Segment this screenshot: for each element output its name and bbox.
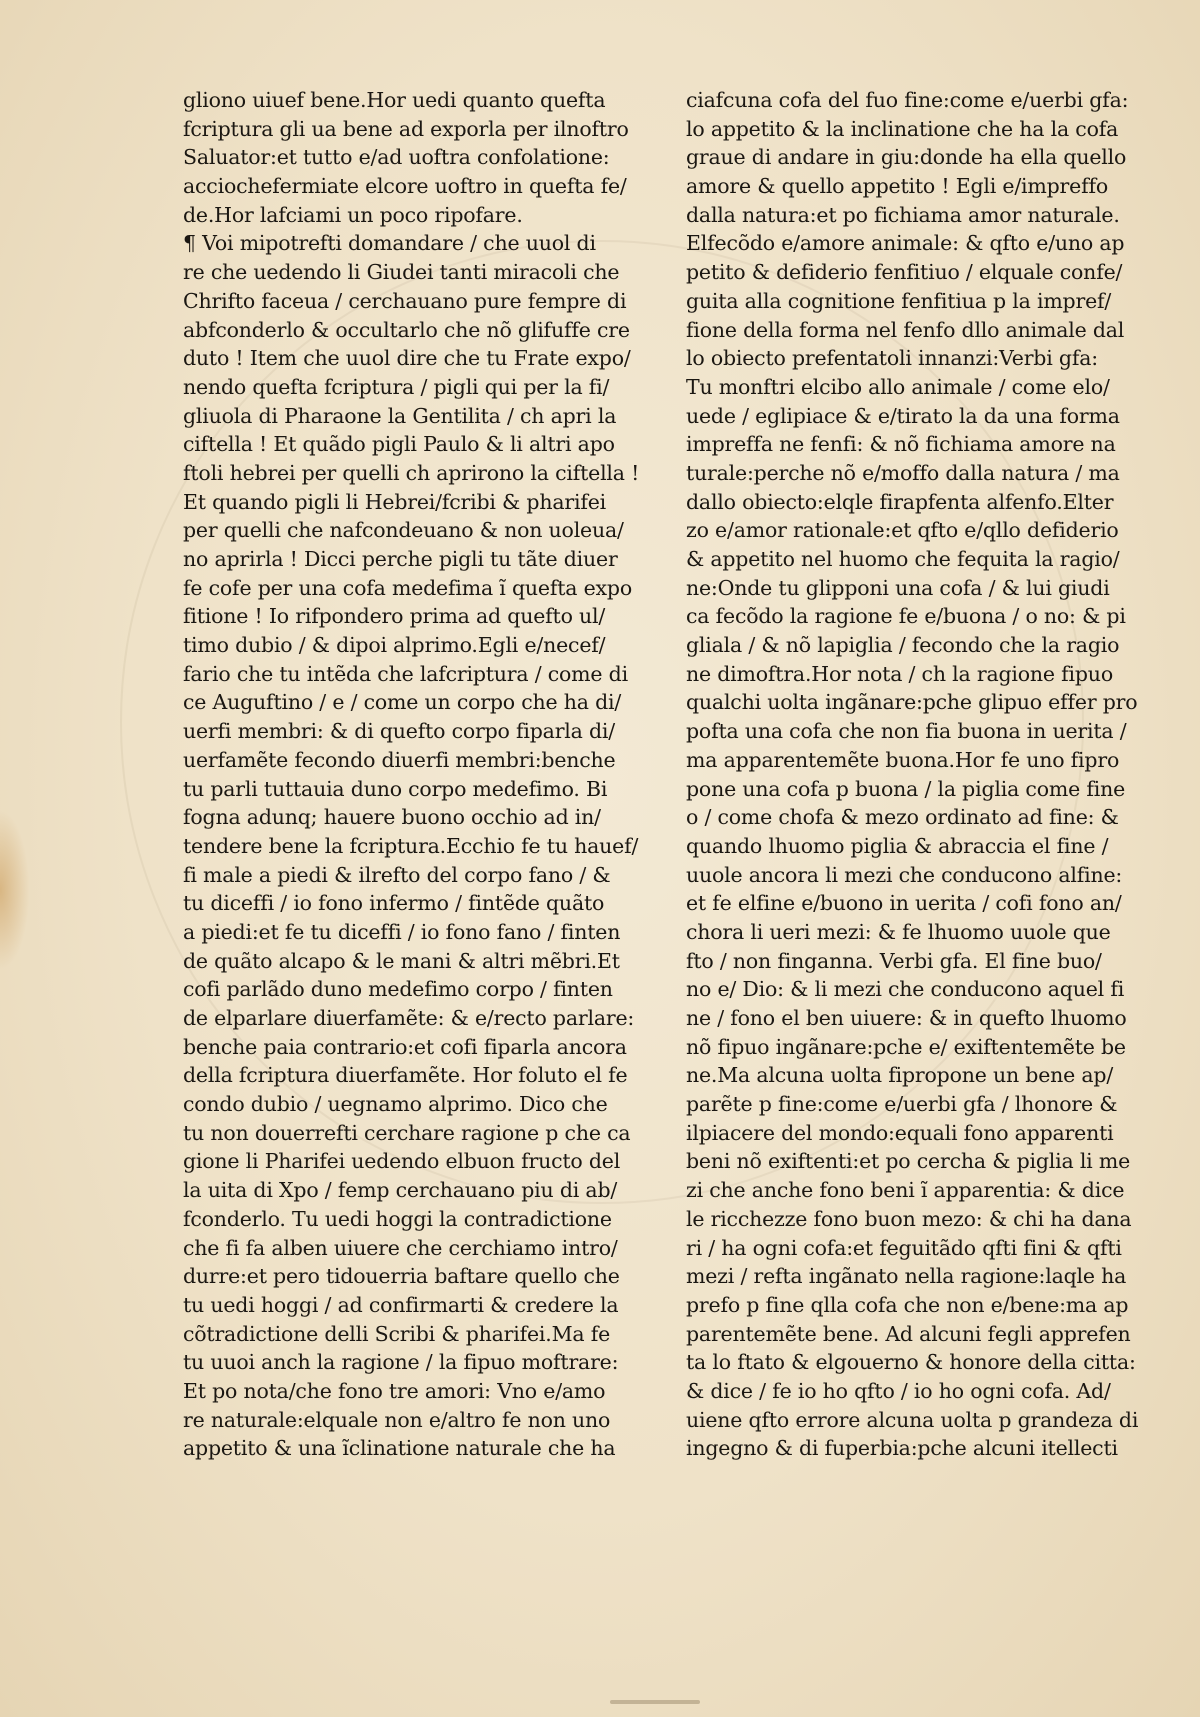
text-line: per quelli che nafcondeuano & non uoleua/	[183, 518, 624, 543]
text-line: cofi parlãdo duno medefimo corpo / finten	[183, 977, 613, 1002]
text-line: ri / ha ogni cofa:et feguitãdo qfti fini & qfti	[686, 1235, 1122, 1260]
text-line: ilpiacere del mondo:equali fono apparenti	[686, 1120, 1114, 1145]
text-line: et fe elfine e/buono in uerita / cofi fono an/	[686, 891, 1122, 916]
text-line: fconderlo. Tu uedi hoggi la contradictione	[183, 1206, 612, 1231]
text-line: dallo obiecto:elqle firapfenta alfenfo.Elter	[686, 489, 1114, 514]
text-line: dalla natura:et po fichiama amor naturale.	[686, 202, 1120, 227]
text-line: ¶ Voi mipotrefti domandare / che uuol di	[183, 231, 596, 256]
text-line: appetito & una ĩclinatione naturale che ha	[183, 1436, 616, 1461]
text-line: Chrifto faceua / cerchauano pure fempre di	[183, 288, 627, 313]
text-line: mezi / refta ingãnato nella ragione:laqle ha	[686, 1264, 1127, 1289]
text-line: de quãto alcapo & le mani & altri mẽbri.Et	[183, 948, 620, 973]
text-line: gione li Pharifei uedendo elbuon fructo del	[183, 1149, 621, 1174]
text-line: & dice / fe io ho qfto / io ho ogni cofa. Ad/	[686, 1378, 1111, 1403]
text-column-left	[183, 86, 643, 1463]
text-line: Et po nota/che fono tre amori: Vno e/amo	[183, 1378, 606, 1403]
text-line: uuole ancora li mezi che conducono alfine:	[686, 862, 1123, 887]
text-line: de.Hor lafciami un poco ripofare.	[183, 202, 523, 227]
text-line: ne / fono el ben uiuere: & in quefto lhuomo	[686, 1006, 1127, 1030]
text-line: no e/ Dio: & li mezi che conducono aquel fi	[686, 977, 1125, 1002]
text-line: no aprirla ! Dicci perche pigli tu tãte diuer	[183, 547, 618, 571]
text-line: ca fecõdo la ragione fe e/buona / o no: & pi	[686, 604, 1126, 629]
text-line: tendere bene la fcriptura.Ecchio fe tu hauef/	[183, 833, 639, 858]
text-line: re che uedendo li Giudei tanti miracoli che	[183, 260, 620, 285]
text-line: tu diceffi / io fono infermo / fintẽde quãto	[183, 891, 605, 916]
text-line: ciftella ! Et quãdo pigli Paulo & li altri apo	[183, 432, 615, 457]
text-line: fcriptura gli ua bene ad exporla per ilnoftro	[183, 116, 629, 141]
text-column-right	[686, 86, 1146, 1463]
text-line: zo e/amor rationale:et qfto e/qllo defiderio	[686, 518, 1119, 543]
text-line: fitione ! Io rifpondero prima ad quefto ul/	[183, 604, 606, 629]
text-line: graue di andare in giu:donde ha ella quello	[686, 145, 1127, 170]
text-line: uerfamẽte fecondo diuerfi membri:benche	[183, 747, 616, 772]
text-line: fario che tu intẽda che lafcriptura / come di	[183, 661, 628, 686]
text-line: fi male a piedi & ilrefto del corpo fano / &	[183, 862, 611, 887]
text-line: gliuola di Pharaone la Gentilita / ch apri la	[183, 403, 617, 428]
text-line: re naturale:elquale non e/altro fe non uno	[183, 1407, 611, 1432]
text-line: le ricchezze fono buon mezo: & chi ha dana	[686, 1206, 1132, 1231]
text-line: uerfi membri: & di quefto corpo fiparla di/	[183, 719, 615, 744]
text-line: condo dubio / uegnamo alprimo. Dico che	[183, 1092, 608, 1117]
text-line: tu uedi hoggi / ad confirmarti & credere la	[183, 1292, 619, 1317]
text-line: Et quando pigli li Hebrei/fcribi & pharifei	[183, 489, 607, 514]
text-line: fogna adunq; hauere buono occhio ad in/	[183, 805, 601, 830]
text-line: abfconderlo & occultarlo che nõ glifuffe cre	[183, 317, 630, 342]
text-line: guita alla cognitione fenfitiua p la impref/	[686, 288, 1112, 313]
text-line: fto / non finganna. Verbi gfa. El fine buo/	[686, 948, 1102, 973]
text-line: uiene qfto errore alcuna uolta p grandeza di	[686, 1407, 1139, 1432]
paper-stain	[0, 810, 30, 970]
text-line: fe cofe per una cofa medefima ĩ quefta expo	[183, 575, 632, 600]
text-line: acciochefermiate elcore uoftro in quefta fe/	[183, 174, 627, 199]
text-line: durre:et pero tidouerria baftare quello che	[183, 1264, 620, 1289]
text-line: pone una cofa p buona / la piglia come fine	[686, 776, 1126, 801]
text-line: Elfecõdo e/amore animale: & qfto e/uno ap	[686, 231, 1125, 256]
text-line: parẽte p fine:come e/uerbi gfa / lhonore &	[686, 1092, 1118, 1117]
text-line: turale:perche nõ e/moffo dalla natura / ma	[686, 460, 1120, 485]
text-line: zi che anche fono beni ĩ apparentia: & dice	[686, 1178, 1125, 1203]
text-line: nõ fipuo ingãnare:pche e/ exiftentemẽte be	[686, 1034, 1126, 1059]
bottom-edge-mark	[610, 1700, 700, 1704]
text-line: ma apparentemẽte buona.Hor fe uno fipro	[686, 747, 1120, 772]
text-line: timo dubio / & dipoi alprimo.Egli e/necef/	[183, 633, 606, 658]
text-line: o / come chofa & mezo ordinato ad fine: &	[686, 805, 1119, 830]
text-line: Saluator:et tutto e/ad uoftra confolatione:	[183, 145, 610, 170]
text-line: benche paia contrario:et cofi fiparla ancora	[183, 1034, 627, 1059]
text-line: lo appetito & la inclinatione che ha la cofa	[686, 116, 1119, 141]
text-line: della fcriptura diuerfamẽte. Hor foluto el fe	[183, 1063, 628, 1088]
text-line: ftoli hebrei per quelli ch aprirono la ciftella !	[183, 460, 640, 485]
text-line: ne dimoftra.Hor nota / ch la ragione fipuo	[686, 661, 1113, 686]
text-line: la uita di Xpo / femp cerchauano piu di ab/	[183, 1178, 618, 1203]
text-line: ingegno & di fuperbia:pche alcuni itellecti	[686, 1436, 1118, 1461]
text-line: uede / eglipiace & e/tirato la da una forma	[686, 403, 1120, 428]
text-line: ce Auguftino / e / come un corpo che ha di/	[183, 690, 622, 715]
text-line: petito & defiderio fenfitiuo / elquale confe/	[686, 260, 1123, 285]
text-line: lo obiecto prefentatoli innanzi:Verbi gfa:	[686, 346, 1098, 371]
text-line: a piedi:et fe tu diceffi / io fono fano / finten	[183, 919, 621, 944]
text-line: cõtradictione delli Scribi & pharifei.Ma fe	[183, 1321, 611, 1346]
text-line: parentemẽte bene. Ad alcuni fegli apprefen	[686, 1321, 1131, 1346]
text-line: ne:Onde tu glipponi una cofa / & lui giudi	[686, 575, 1110, 600]
text-line: qualchi uolta ingãnare:pche glipuo effer pro	[686, 690, 1138, 715]
text-line: gliono uiuef bene.Hor uedi quanto quefta	[183, 88, 606, 112]
text-line: che fi fa alben uiuere che cerchiamo intro/	[183, 1235, 618, 1260]
text-line: tu non douerrefti cerchare ragione p che ca	[183, 1120, 631, 1145]
text-line: nendo quefta fcriptura / pigli qui per la fi/	[183, 374, 610, 399]
text-line: chora li ueri mezi: & fe lhuomo uuole que	[686, 919, 1111, 944]
text-line: & appetito nel huomo che fequita la ragio/	[686, 547, 1120, 571]
text-line: ta lo ftato & elgouerno & honore della citta:	[686, 1350, 1136, 1375]
text-line: fione della forma nel fenfo dllo animale dal	[686, 317, 1125, 342]
text-line: de elparlare diuerfamẽte: & e/recto parlare:	[183, 1006, 635, 1030]
text-line: Tu monftri elcibo allo animale / come elo/	[686, 374, 1110, 399]
text-line: ciafcuna cofa del fuo fine:come e/uerbi gfa:	[686, 88, 1129, 112]
text-line: duto ! Item che uuol dire che tu Frate expo/	[183, 346, 631, 371]
text-line: tu uuoi anch la ragione / la fipuo moftrare:	[183, 1350, 619, 1375]
text-line: amore & quello appetito ! Egli e/impreffo	[686, 174, 1109, 199]
text-line: gliala / & nõ lapiglia / fecondo che la ragio	[686, 633, 1120, 658]
text-line: ne.Ma alcuna uolta fipropone un bene ap/	[686, 1063, 1114, 1088]
text-line: pofta una cofa che non fia buona in uerita /	[686, 719, 1127, 744]
text-line: prefo p fine qlla cofa che non e/bene:ma ap	[686, 1292, 1129, 1317]
text-line: beni nõ exiftenti:et po cercha & piglia li me	[686, 1149, 1131, 1174]
text-line: tu parli tuttauia duno corpo medefimo. Bi	[183, 776, 608, 801]
text-line: impreffa ne fenfi: & nõ fichiama amore na	[686, 432, 1116, 457]
text-line: quando lhuomo piglia & abraccia el fine /	[686, 833, 1109, 858]
